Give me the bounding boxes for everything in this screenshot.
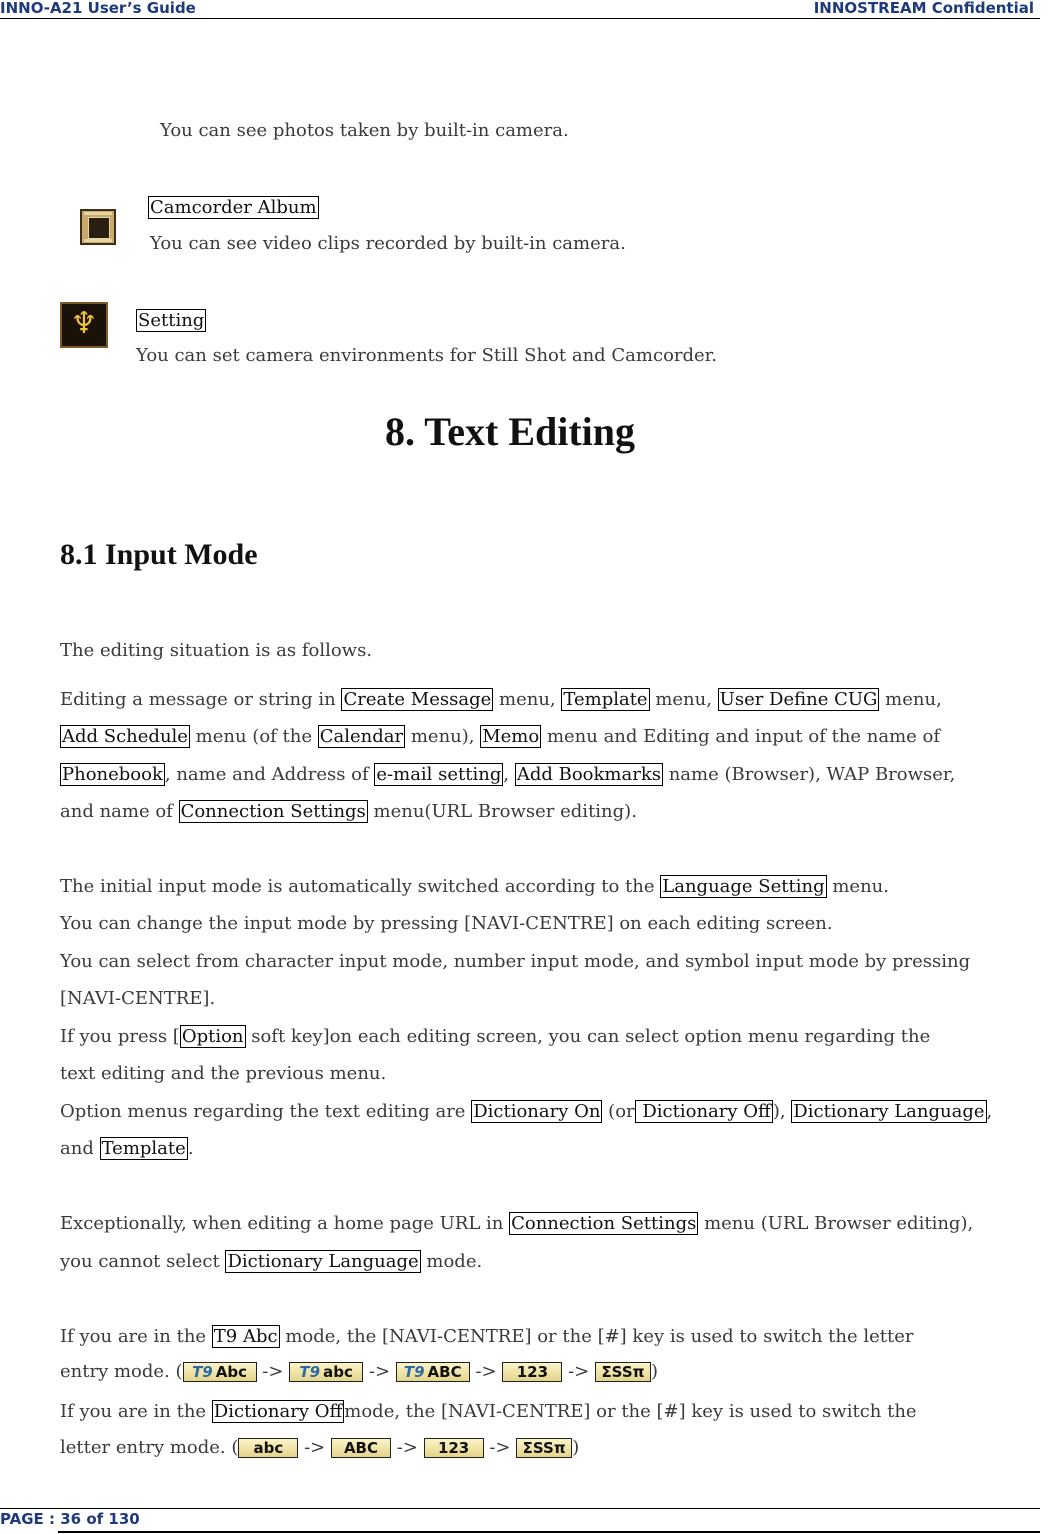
- paragraph-line: Editing a message or string in Create Message menu, Template menu, User Define CUG menu,: [60, 689, 942, 710]
- camcorder-desc: You can see video clips recorded by built-in camera.: [150, 233, 626, 254]
- symbol-key-icon: ΣSSπ: [516, 1438, 572, 1458]
- camcorder-title: Camcorder Album: [150, 197, 317, 218]
- chapter-title: 8. Text Editing: [384, 409, 636, 454]
- page-footer: [0, 1508, 1040, 1531]
- t9-lower-abc-key-icon: T9 abc: [289, 1362, 363, 1382]
- paragraph-line: The initial input mode is automatically switched according to the Language Setting menu.: [60, 876, 889, 897]
- upper-abc-key-icon: ABC: [331, 1438, 391, 1458]
- page-number: PAGE : 36 of 130: [0, 1510, 140, 1528]
- header-right: INNOSTREAM Confidential: [813, 0, 1034, 17]
- paragraph-line: and name of Connection Settings menu(URL Browser editing).: [60, 801, 637, 822]
- paragraph-line: [NAVI-CENTRE].: [60, 988, 216, 1009]
- paragraph-line: Add Schedule menu (of the Calendar menu), Memo menu and Editing and input of the name of: [62, 726, 941, 747]
- paragraph-line: You can select from character input mode, number input mode, and symbol input mode by pressing: [60, 951, 971, 972]
- paragraph-line: entry mode. ( T9 Abc -> T9 abc -> T9 ABC -> 123 -> ΣSSπ ): [60, 1361, 658, 1382]
- numeric-key-icon: 123: [424, 1438, 484, 1458]
- paragraph-line: If you are in the T9 Abc mode, the [NAVI-CENTRE] or the [#] key is used to switch the letter: [60, 1326, 914, 1347]
- paragraph-intro: The editing situation is as follows.: [60, 640, 373, 661]
- paragraph-line: you cannot select Dictionary Language mode.: [60, 1251, 483, 1272]
- t9-abc-key-icon: T9 Abc: [183, 1362, 257, 1382]
- paragraph-line: and Template .: [60, 1138, 194, 1159]
- photos-desc: You can see photos taken by built-in camera.: [160, 120, 569, 141]
- page-header: [0, 0, 1040, 19]
- header-left: INNO-A21 User’s Guide: [0, 0, 196, 17]
- paragraph-line: text editing and the previous menu.: [60, 1063, 387, 1084]
- t9-upper-abc-key-icon: T9 ABC: [396, 1362, 470, 1382]
- paragraph-line: Phonebook , name and Address of e-mail setting , Add Bookmarks name (Browser), WAP Browser,: [62, 764, 956, 785]
- lower-abc-key-icon: abc: [238, 1438, 298, 1458]
- paragraph-line: Exceptionally, when editing a home page URL in Connection Settings menu (URL Browser editing),: [60, 1213, 974, 1234]
- paragraph-line: You can change the input mode by pressing [NAVI-CENTRE] on each editing screen.: [60, 913, 833, 934]
- numeric-key-icon: 123: [502, 1362, 562, 1382]
- paragraph-line: If you are in the Dictionary Off mode, the [NAVI-CENTRE] or the [#] key is used to switch the: [60, 1401, 917, 1422]
- section-title: 8.1 Input Mode: [60, 538, 258, 571]
- paragraph-line: If you press [ Option soft key]on each editing screen, you can select option menu regarding the: [60, 1026, 931, 1047]
- setting-title: Setting: [138, 310, 205, 331]
- setting-desc: You can set camera environments for Still Shot and Camcorder.: [136, 345, 718, 366]
- symbol-key-icon: ΣSSπ: [595, 1362, 651, 1382]
- film-icon: [80, 209, 116, 245]
- paragraph-line: letter entry mode. ( abc -> ABC -> 123 -> ΣSSπ ): [60, 1437, 580, 1458]
- paragraph-line: Option menus regarding the text editing are Dictionary On (or Dictionary Off ), Dictionary Language ,: [60, 1101, 993, 1122]
- wrench-icon: ♆: [60, 302, 108, 348]
